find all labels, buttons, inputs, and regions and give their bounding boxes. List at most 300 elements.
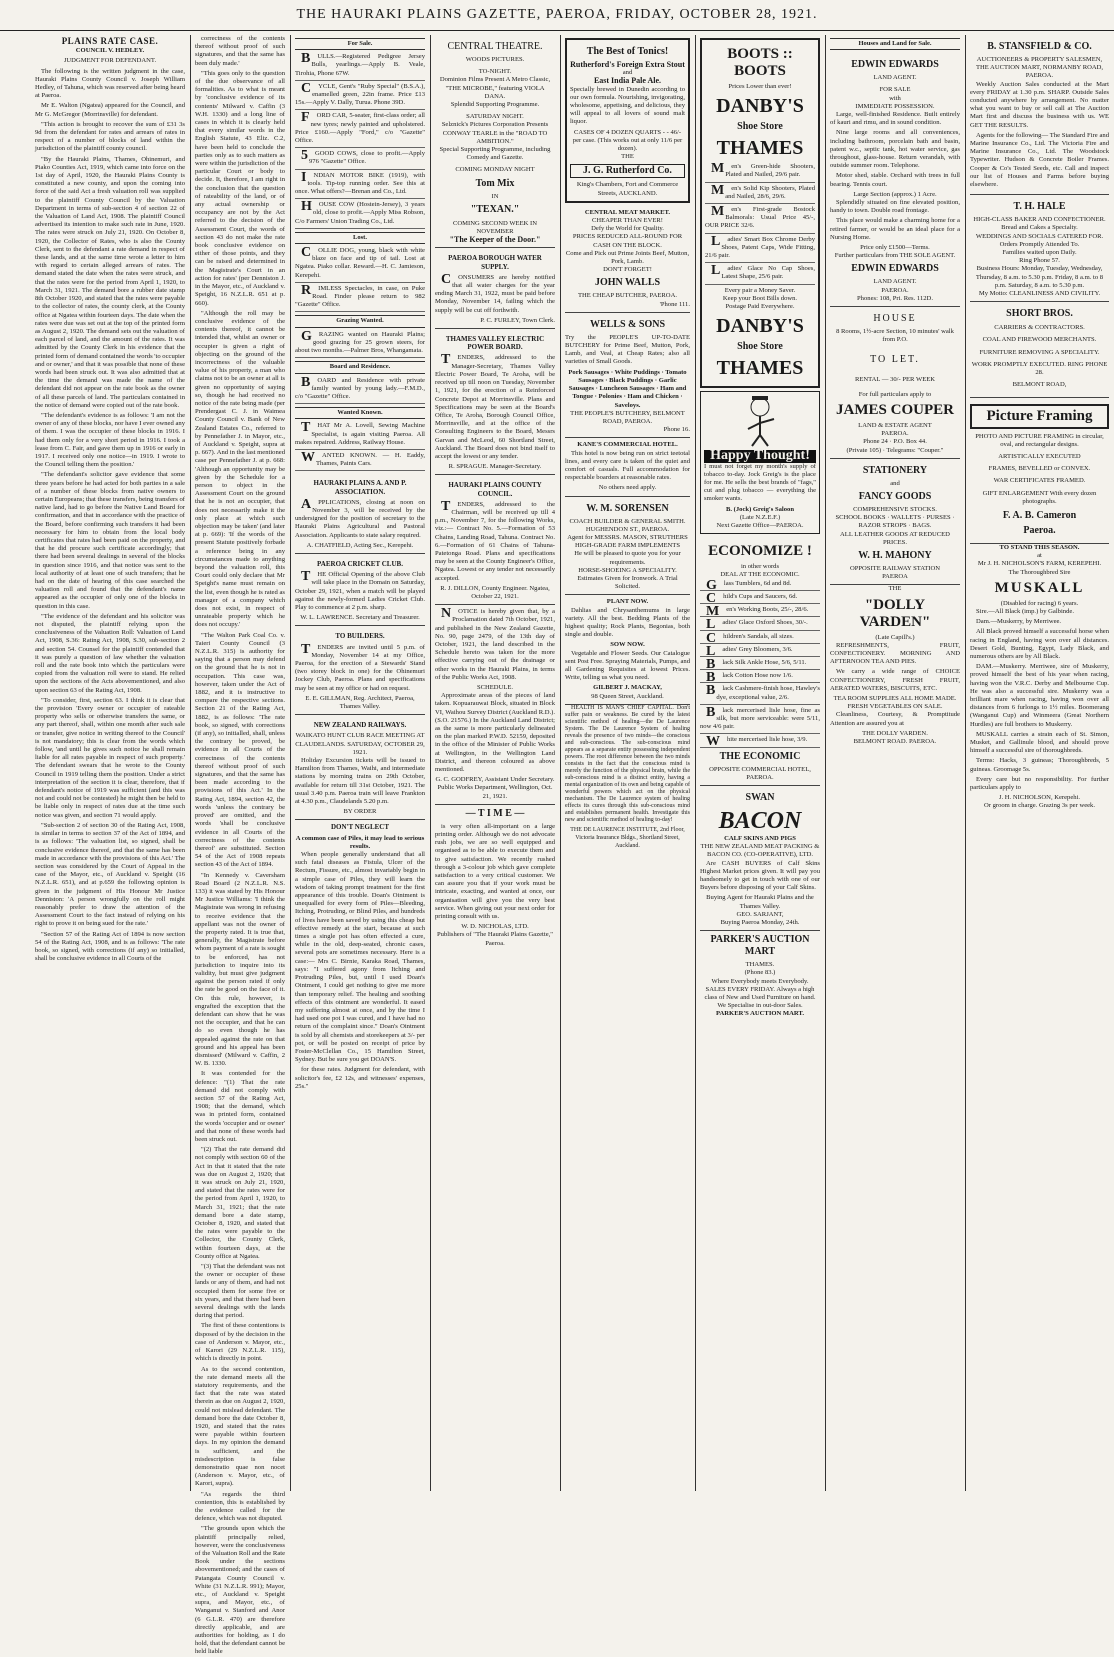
classified-item: BOARD and Residence with private family wanted by young lady.—F.M.D., c/o "Gazette" Office. (295, 377, 425, 405)
classified-item: Ladies' Smart Box Chrome Derby Shoes, Patent Caps, Wide Fitting, 21/6 pair. (705, 236, 815, 264)
classified-item: Ladies' Grey Bloomers, 3/6. (700, 646, 820, 657)
ad-phone: Phone 16. (663, 426, 690, 434)
notice-text: Holiday Excursion tickets will be issued to Hamilton from Thames, Waihi, and intermediate stations by morning trains on 29th October, available for return till 31st October, 1921. The usual 3.40 p.m. Paeroa train will leave Frankton at 4.30 p.m., Claudelands 5.20 p.m. (295, 757, 425, 806)
swan-bacon-ad (700, 786, 820, 931)
ad-price: RENTAL — 30/- PER WEEK (854, 376, 936, 384)
ad-text: My Motto: CLEANLINESS AND CIVILITY. (978, 290, 1101, 298)
ad-company: Shoe Store (737, 341, 783, 353)
section-header: Lost. (295, 232, 425, 244)
ad-agent: GEO. SARJANT, (736, 910, 784, 918)
section-header: Board and Residence. (295, 361, 425, 373)
ad-address: PAEROA. (881, 430, 909, 438)
section-header: Wanted Known. (295, 407, 425, 419)
notice-heading: SCHEDULE. (476, 684, 514, 691)
ad-line: FRAMES, BEVELLED or CONVEX. (988, 465, 1091, 473)
ad-company: GILBERT J. MACKAY, (593, 684, 662, 692)
classified-item: BULLS.—Registered Pedigree Jersey Bulls, yearlings.—Apply B. Veale, Tirohia, Phone 67W. (295, 53, 425, 81)
notice-title: PAEROA BOROUGH WATER SUPPLY. (448, 254, 542, 271)
ad-text: FOR SALE (879, 86, 911, 94)
ad-address: PAEROA. (881, 286, 909, 294)
article-title: PLAINS RATE CASE. (61, 36, 159, 46)
mahony-stationery-ad (830, 459, 960, 586)
ad-subtitle: WOODS PICTURES. (465, 56, 525, 63)
ad-company: THAMES (716, 137, 804, 160)
ad-line: BELMONT ROAD, (1012, 381, 1067, 389)
article-subtitle: COUNCIL V. HEDLEY. (75, 47, 145, 55)
classified-list (295, 247, 425, 312)
ad-product: East India Pale Ale. (593, 76, 662, 86)
ad-text: (Late Capill's.) (875, 633, 915, 641)
ad-address: King's Chambers, Fort and Commerce Streets, AUCKLAND. (576, 181, 679, 197)
ad-text: Motor shed, stable. Orchard with trees in full bearing. Tennis court. (830, 172, 960, 188)
ad-text: Try the PEOPLE'S UP-TO-DATE BUTCHERY for Prime Beef, Mutton, Pork, Lamb, and Veal, at Cheap Rates; also all varieties of Small Goods. (565, 333, 690, 366)
classified-item: Black Cotton Hose now 1/6. (700, 672, 820, 683)
ad-items (970, 433, 1109, 506)
article-paragraph: The first of these contentions is disposed of by the decision in the case of Anderson v. Mayor, etc., of Karori (29 N.Z.L.R. 115), which is directly in point. (195, 1322, 285, 1363)
mackay-seeds-ad (565, 595, 690, 704)
proclamation-notice (435, 605, 555, 805)
edwin-edwards-ad (830, 53, 960, 307)
county-council-notice (435, 475, 555, 605)
ad-phone: Ring Phone 57. (1019, 257, 1060, 265)
ad-signature: W. D. NICHOLAS, LTD. (461, 923, 529, 931)
classified-item: Black mercerised lisle hose, fine as silk, but more serviceable: were 5/11, now 4/6 pair. (700, 707, 820, 735)
ad-title: HOUSE (873, 313, 917, 325)
notice-text: THE Official Opening of the above Club will take place in the Domain on Saturday, October 29, 1921, when a match will be played against the newly-formed Ladies Cricket Club. Play to commence at 2 p.m. sharp. (295, 569, 425, 611)
ad-subtitle: AUCTIONEERS & PROPERTY SALESMEN, THE AUCTION MART, NORMANBY ROAD, PAEROA. (975, 56, 1104, 80)
ad-text: with (889, 94, 901, 102)
notice-signature: A. CHATFIELD, Acting Sec., Kerepehi. (306, 541, 414, 549)
ad-text: Buying Paeroa Monday, 24th. (720, 918, 800, 926)
column-property-ads (825, 35, 965, 1491)
section-header: For Sale. (295, 38, 425, 50)
classified-item: Men's Working Boots, 25/-, 28/6. (700, 606, 820, 617)
article-paragraph: correctness of the contents thereof without proof of such signatures, and that the same has been duly made.' (195, 35, 285, 67)
ad-title: CENTRAL MEAT MARKET. (584, 208, 671, 216)
ad-text: No others need apply. (598, 484, 657, 492)
ad-text: Splendidly situated on fine elevated position, handy to town. Double road frontage. (830, 199, 960, 215)
ad-title: — T I M E — (465, 807, 525, 819)
ad-text: PRICES REDUCED ALL-ROUND FOR CASH ON THE BLOCK. (572, 233, 683, 249)
ad-text: DON'T FORGET! (603, 266, 652, 274)
notice-text: TENDERS, addressed to the Manager-Secretary, Thames Valley Electric Power Board, Te Aroha, will be received up till noon on Tuesday, November 1, 1921, for the erection of a Reinforced Concrete Depot at Morrinsville. Plans and Specifications may be seen at the Board's Office, Te Aroha, Borough Council Office, Morrinsville, and at the office of the Consulting Engineers to the Board, Messrs Garvan and McLeod, 60 Shortland Street, Auckland. The Board does not bind itself to accept the lowest or any tender. (435, 352, 555, 460)
ad-text: Every care but no responsibility. For further particulars apply to (970, 775, 1109, 791)
ad-text: SALES EVERY FRIDAY. Always a high class of New and Used Furniture on hand. (704, 985, 816, 1001)
ad-text: Agents for the following— The Standard Fire and Marine Insurance Co., Ltd. The Victoria Fire and Marine Insurance Co., Ltd. The Woodstock Typewriter. Hudson & Concrete Boiler Frames. Cooper & Co's Tested Seeds, etc. Call and inspect our list of Houses and Farms before buying elsewhere. (970, 131, 1109, 189)
ad-line: WAR CERTIFICATES FRAMED. (993, 477, 1086, 485)
article-body (195, 35, 285, 1657)
classified-item: Ladies' Glace No Cap Shoes, Latest Shape, 25/6 pair. (705, 265, 815, 284)
ad-text: HEALTH IS MAN'S CHIEF CAPITAL. Don't suffer pain or weakness. Be cured by the latest scientific method of healing—the De Laurence System. The De Laurence System of healing reveals the presence of two minds—the conscious and sub-conscious. The sub-conscious mind appears as a separate entity possessing independent powers. The root difference between the two minds consists in the fact that the conscious mind is merely the function of the physical brain, while the sub-conscious mind is a distinct entity, having a mental organization of its own and being capable of wonderful powers which act on the physical mechanism. The De Laurence system of healing effects its cures through this sub-conscious mind and establishes permanent health. Investigate this new and scientific method of healing to-day! (565, 704, 690, 823)
ad-company: EDWIN EDWARDS (851, 263, 939, 275)
notice-signature: P. C. FURLEY, Town Clerk. (480, 316, 555, 324)
economic-ad (700, 537, 820, 786)
ad-address: Paeroa. (1023, 524, 1056, 536)
masthead: THE HAURAKI PLAINS GAZETTE, PAEROA, FRIDAY, OCTOBER 28, 1921. (0, 0, 1114, 31)
stansfield-ad (970, 35, 1109, 195)
builders-notice (295, 626, 425, 715)
ad-text: Dahlias and Chrysanthemums in large variety. All the best. Bedding Plants of the highest quality; Rock Plants, Begonias, both single and double. (565, 606, 690, 639)
ad-company: JOHN WALLS (594, 277, 661, 289)
notice-title: PAEROA CRICKET CLUB. (317, 559, 403, 568)
ad-address: Mr J. H. NICHOLSON'S FARM, KEREPEHI. (977, 560, 1102, 568)
ad-hours: Business Hours: Monday, Tuesday, Wednesday, Thursday, 8 a.m. to 5.30 p.m. Friday, 8 a.m. to 8 p.m. Saturday, 8 a.m. to 5.30 p.m. (975, 265, 1104, 289)
sorensen-ad (565, 497, 690, 596)
ad-items (970, 324, 1109, 389)
de-laurence-ad (565, 705, 690, 851)
ad-subtitle: A common case of Piles, it may lead to serious results. (295, 834, 425, 850)
ad-text: MUSKALL carries a strain each of St. Simon, Musket, and Gallinule blood, and should prove himself a successful sire of thoroughbreds. (970, 730, 1109, 755)
ad-title: WELLS & SONS (589, 318, 666, 330)
ad-text: Dam.—Muskerry, by Merriwee. (976, 618, 1062, 626)
ad-text: Selznick's Pictures Corporation Presents CONWAY TEARLE in the "ROAD TO AMBITION." (441, 121, 549, 145)
ad-phone: (Phone 83.) (744, 969, 776, 977)
classified-item: INDIAN MOTOR BIKE (1919), with tools. Tip-top running order. See this at once. What offers?—Brenan and Co., Ltd. (295, 172, 425, 200)
ad-heading: TO-NIGHT. (478, 68, 512, 76)
ad-title: Happy Thought! (704, 450, 816, 462)
ad-phone: Phones: 108, Pri. Res. 112D. (857, 294, 933, 302)
ad-product: Rutherford's Foreign Extra Stout (570, 60, 685, 69)
ad-text: IMMEDIATE POSSESSION. (855, 102, 935, 110)
ad-address: PAEROA (882, 573, 908, 581)
ad-text: Bread and Cakes a Specialty. (1001, 224, 1078, 232)
ad-title: TO STAND THIS SEASON. (999, 543, 1080, 551)
column-merchant-ads (560, 35, 695, 1491)
printing-ad (435, 808, 555, 948)
classified-item: 5GOOD COWS, close to profit.—Apply 976 "Gazette" Office. (295, 150, 425, 169)
ad-text: Estimates Given for Ironwork. A Trial Solicited. (577, 574, 678, 591)
ad-text: All Black proved himself a successful horse when racing in England, having won over all distances. Desert Gold, Bunting, Egypt, Lady Black, and numerous others are by All Black. (970, 628, 1109, 660)
ad-text: Come and Pick out Prime Joints Beef, Mutton, Pork, Lamb. (565, 249, 690, 266)
article-paragraph: The following is the written judgment in the case, Hauraki Plains County Council v. Joseph William Hedley, of Tahuna, which was reserved after being heard at Paeroa. (35, 67, 185, 100)
ad-company: W. H. MAHONY (858, 549, 932, 561)
ad-text: Every pair a Money Saver. (724, 286, 796, 294)
ad-text: The Thoroughbred Sire (1008, 568, 1071, 576)
article-paragraph: "The evidence of the defendant and his solicitor was not disputed, the plaintiff relying upon the conclusiveness of the Valuation Roll: Valuation of Land Act, 1908, S.36: Rating Act, 1908, S.30, sub-section 2 and section 54. Counsel for the plaintiff contended that it was purely a question of law whether the valuation roll and the rate book into which the particulars were copied from the valuation roll were to stand. He relied upon the sections of the Acts abovementioned, and also upon section 63 of the Rating Act, 1908. (35, 612, 185, 694)
ad-text: Dominion Films Present A Metro Classic, "THE MICROBE," featuring VIOLA DANA. (439, 76, 551, 100)
ad-subtitle: LAND AGENT. (873, 74, 917, 82)
ad-company: THE DOLLY VARDEN. (862, 729, 928, 737)
ad-title: FANCY GOODS (858, 490, 932, 502)
classified-list (295, 328, 425, 359)
notice-signature: BY ORDER (343, 808, 377, 816)
article-paragraph: "Section 57 of the Rating Act of 1894 is now section 54 of the Rating Act, 1908, and is as follows: 'The rate book, so signed, with corrections (if any) so initialled, shall be conclusive evidence in all Courts of the (35, 930, 185, 963)
ad-feature: "TEXAN." (470, 203, 520, 215)
classified-item: COLLIE DOG, young, black with white blaze on face and tip of tail. Lost at Ngatea. Piako collar. Reward.—H. C. Jamieson, Kerepehi. (295, 247, 425, 283)
ad-subtitle: in other words (740, 563, 780, 571)
ad-text: Are CASH BUYERS of Calf Skins Highest Market prices given. It will pay you handsomely to get in touch with one of our Buyers before disposing of your Calf Skins. (700, 859, 820, 892)
parker-auction-ad (700, 934, 820, 1018)
ad-address: THE DE LAURENCE INSTITUTE, 2nd Floor, Victoria Insurance Bldgs., Shortland Street, Auckland. (570, 826, 685, 850)
ad-brand-logo: BACON (718, 807, 802, 834)
ad-text: (Late N.Z.E.F.) (739, 513, 781, 521)
ad-items (700, 577, 820, 750)
article-paragraph: "This goes only to the question of the due observance of all formalities. As to what is meant by 'conclusive evidence of its contents' Milward v. Caffin (3 W.H. 1330) and a long line of cases in which it is clearly held that every similar words in the English Statute, 43 Eliz. C.2, have been held to conclude the parties only as to such matters as were within the jurisdiction of the particular Court or body to decide. It, therefore, I am right in the conclusion that the question of rateability of the land, or of any actual ownership or occupancy are not by the Act referred to the decision of the Assessment Court, the words of section 43 do not make the rate book conclusive evidence on either of those points, and they can be raised and determined in the Magistrate's Court in an action for rates' (per Denniston J. in the Mayor, etc., of Auckland v. Speight, 16 N.Z.L.R. 651 at p. 660). (195, 69, 285, 307)
column-shop-ads (695, 35, 825, 1491)
classified-item: HOUSE COW (Hostein-Jersey), 3 years old, close to profit.—Apply Miss Robson, C/o Farmers' Union Trading Co., Ltd. (295, 201, 425, 229)
ad-star: Tom Mix (475, 177, 515, 189)
ad-items (705, 163, 815, 284)
ad-phone: 'Phone 111. (659, 300, 690, 308)
ad-company: DANBY'S (716, 95, 804, 118)
ad-text: Nine large rooms and all conveniences, including bathroom, porcelain bath and basin, patent w.c., septic tank, hot water service, gas throughout, glass-house. Return verandah, with outside summer room. Telephone. (830, 129, 960, 170)
ad-text: TEA ROOM SUPPLIES ALL HOME MADE. (833, 694, 957, 702)
ad-footer: Publishers of "The Hauraki Plains Gazette," Paeroa. (437, 931, 553, 947)
ad-address: OPPOSITE RAILWAY STATION (849, 564, 941, 572)
article-paragraph: "By the Hauraki Plains, Thames, Ohinemuri, and Piako Counties Act, 1919, which came into force on the 1st day of April, 1920, the Hauraki Plains County is constituted a new county, and upon the coming into force of the said Act a fresh valuation roll was supplied to the plaintiff County Council by the Valuation Department in terms of sub-section 4 of section 22 of the Valuation of Land Act, 1908. The plaintiff Council advertised its intention to make such rate in June, 1920. The rates were struck on July 21, 1920. On October 8, 1920, the Collector of Rates, who is also the County Clerk, sent to the defendant a rate demand in respect of these lands, and at the same time wrote a letter to him with regard to certain alleged arrears of rates. The demand stated the date when the rates were struck, and that the rates were for the period from April 1, 1920, to March 31, 1921. The demand bore a rubber date stamp 8th October 1920, and stated that the rates were payable to the collector of rates, the county clerk, at the County office at Ngatea within fourteen days. The date when the rates were due was set out at the top of the printed form as August 2, 1920. The demand sets out the valuation of each parcel of land, and the amount of the rates. It was admitted by the County Clerk in his evidence that the printed form of demand contained the words 'to occupier and or owner,' and that it was possible that none of these words had been struck out. It was also admitted that at the time the demand was made the name of the defendant did not appear on the rate book as the owner of all these parcels of land. The particulars contained in the notice of demand were copied out of the rate book. (35, 155, 185, 409)
ad-address: THAMES. (745, 961, 775, 969)
notice-title: TO BUILDERS. (335, 632, 385, 641)
ad-text: We carry a wide range of CHOICE CONFECTIONERY, FRESH FRUIT, AERATED WATERS, BISCUITS, ETC. (830, 668, 960, 692)
classified-item: CYCLE, Gent's "Ruby Special" (B.S.A.), enamelled green, 22in frame. Price £13 15s.—Apply V. Dally, Turua. Phone 39D. (295, 83, 425, 111)
ad-text: I must not forget my month's supply of tobacco to-day. Jock Greig's is the place for me. He sells the best brands of "fags," cut and plug tobacco — everything the smoker wants. (704, 462, 816, 503)
ad-title: CENTRAL THEATRE. (447, 41, 543, 52)
ad-title: CALF SKINS AND PIGS (724, 834, 796, 842)
ad-subtitle: DEAL AT THE ECONOMIC. (720, 571, 800, 579)
ad-text: FRESH VEGETABLES ON SALE. (847, 703, 943, 711)
ad-line: CARRIERS & CONTRACTORS. (994, 324, 1085, 332)
ad-title: SHORT BROS. (1006, 308, 1073, 320)
article-paragraph: "Sub-section 2 of section 30 of the Rating Act, 1908, is similar in terms to section 37 of the Act of 1894, and is as follows: 'The valuation list, so signed, shall be conclusive evidence thereof, and that the same has been made in accordance with the provisions of this Act.' The section was considered by the Court of Appeal in the case of the Mayor, etc., of Auckland v. Speight (16 N.Z.L.R. 651), and at p.659 the following opinion is given in the judgment of His Honour Mr Justice Denniston: 'A person wrongfully on the roll might reasonably prefer to draw the attention of the Assessment Court to the fact instead of relying on his right to prove it on being sued for the rate.' (35, 821, 185, 928)
ad-text: THE (888, 585, 902, 593)
ad-line: WORK PROMPTLY EXECUTED. RING PHONE 28. (971, 360, 1108, 377)
ad-text: Keep your Boot Bills down. (722, 294, 798, 302)
ad-heading: COMING SECOND WEEK IN NOVEMBER (453, 219, 537, 236)
article-paragraph: "In Kennedy v. Caversham Road Board (2 N.Z.L.R. N.S. 133) it was stated by His Honour Mr Justice Williams: 'I think the Magistrate was wrong in refusing to receive evidence that the appellant was not the owner of the property rated. It is true that, generally, the Magistrate before whom payment of a rate is sought to be enforced, has not jurisdiction to inquire into its validity, but must give judgment against the person rated if only the rate be good on the face of it. On this rule, however, is engrafted the exception that the defendant can show that he was not the occupier, and that he can do so even though he has appealed against the rate on that ground and his appeal has been dismissed' (Milward v. Caffin, 2 W. B. 1330. (195, 871, 285, 1068)
ad-text: WEDDINGS AND SOCIALS CATERED FOR. (975, 232, 1104, 240)
ad-text: Orders Promptly Attended To. (999, 240, 1080, 248)
ad-company: F. A. B. Cameron (1002, 509, 1077, 521)
ad-address: Next Gazette Office—PAEROA. (716, 522, 804, 530)
classified-item: Men's First-grade Bostock Balmorals: Usual Price 45/-, OUR PRICE 32/6. (705, 206, 815, 234)
notice-signature: W. L. LAWRENCE. Secretary and Treasurer. (300, 614, 420, 622)
ad-text: LAND AGENT. (873, 278, 917, 286)
article-body (35, 68, 185, 964)
newspaper-columns (0, 31, 1114, 1656)
ad-brand: SWAN (745, 791, 775, 803)
ad-company: JAMES COUPER (836, 401, 954, 418)
ad-subtitle: Prices Lower than ever! (728, 83, 792, 90)
column-notices (430, 35, 560, 1491)
ad-title: DON'T NEGLECT (330, 823, 390, 832)
ad-text: is very often all-important on a large printing order. Although we do not advocate rush jobs, we are so well equipped and organised as to be able to execute them and to give satisfaction. We recently rushed through a 3-colour job which gave complete satisfaction to a very critical customer. We can assure you that if your work must be intricate, exacting, and wanted at once, our organisation will give you the very best service. When giving out your next order for printing consult with us. (435, 822, 555, 921)
ad-contact: J. H. NICHOLSON, Kerepehi. (998, 794, 1081, 802)
article-paragraph: As to the second contention, the rate demand meets all the statutory requirements, and the fact that the rate was stated therein as due on August 2, 1920, could not mislead defendant. The demand bore the date October 8, 1920, and stated that the rates were payable within fourteen days. In my opinion the demand is sufficient, and the misdescription is false demonstratio quae non nocet (Anderson v. Mayor, etc., of Karori, supra). (195, 1365, 285, 1488)
ad-horse-name: MUSKALL (994, 579, 1085, 596)
ad-text: Defy the World for Quality. (591, 225, 664, 233)
ad-title: ECONOMIZE ! (708, 543, 812, 560)
ad-text: Special Supporting Programme, including Comedy and Gazette. (439, 146, 551, 162)
ad-title: T. H. HALE (1013, 201, 1066, 213)
cameron-framing-ad (970, 398, 1109, 544)
ad-address: 98 Queen Street, Auckland. (591, 692, 664, 700)
ad-text: We Specialise in out-door Sales. (717, 1002, 803, 1010)
notice-title: HAURAKI PLAINS COUNTY COUNCIL. (448, 481, 542, 498)
ad-company: B. (Jock) Greig's Saloon (725, 505, 795, 513)
ad-text: Large Section (approx.) 1 Acre. (853, 190, 937, 198)
ad-text: Splendid Supporting Programme. (450, 101, 540, 109)
ad-title: W. M. SORENSEN (586, 502, 669, 514)
article-paragraph: "Although the roll may be conclusive evidence of the contents thereof, it cannot be intended that, whilst an owner or occupier is given a right of objecting on the ground of the incorrectness of the valuable value of his property, a man who claims not to be an owner at all is given no opportunity of saying so, though he had received no notice of the rate being made (per Prendergast C. J. in Waimea County Council v. Bank of New Zealand Estates Co., referred to by Pennefather J. in Mayor, etc., of Auckland v. Speight, supra at p. 667). And in the last mentioned case per Pennefather J. at p. 668: 'Although an opportunity may be given by the Schedule for a person to object in the Assessment Court on the ground that he is not an occupier, that does not necessarily make it the only place at which such objection may be taken' (and later at p. 669): 'If the words of the present Statute positively forbade a reference being in any circumstances made to anything beyond the valuation roll, this Court could only declare that Mr Speight's name must remain on the list, even though he is rated as manager of a company which does not exist, in respect of unrateable property which he does not occupy.' (195, 309, 285, 629)
ad-line: FURNITURE REMOVING A SPECIALITY. (979, 348, 1100, 356)
ad-company: PARKER'S AUCTION MART. (716, 1010, 804, 1018)
ad-text: Further particulars from THE SOLE AGENT. (834, 252, 956, 260)
ad-line: PHOTO AND PICTURE FRAMING in circular, oval, and rectangular designs. (975, 432, 1104, 448)
section-header: Grazing Wanted. (295, 315, 425, 327)
ad-text: ALL LEATHER GOODS AT REDUCED PRICES. (840, 530, 950, 546)
classified-list (295, 53, 425, 229)
greig-saloon-ad (700, 391, 820, 534)
ad-line: COAL AND FIREWOOD MERCHANTS. (982, 336, 1097, 344)
article-paragraph: "(2) That the rate demand did not comply with section 60 of the Act in that it stated that the rate was due on August 2, 1920; that it was struck on July 21, 1920, and stated that the rates were for the period from April 1, 1920, to March 31, 1921; that the rate demand bore a date stamp, October 8, 1920, and stated that the rates were payable to the Collector, the County Clerk, within fourteen days, at the County office at Ngatea. (195, 1146, 285, 1260)
ad-company: DANBY'S (716, 315, 804, 338)
ad-heading: SATURDAY NIGHT. (466, 113, 524, 121)
ad-text: (Disabled for racing) 6 years. (1000, 599, 1079, 607)
article-paragraph: Mr E. Walton (Ngatea) appeared for the Council, and Mr G. McGregor (Morrinsville) for defendant. (35, 102, 185, 118)
ad-title: "DOLLY VARDEN" (859, 596, 931, 630)
ad-title: EDWIN EDWARDS (851, 59, 939, 71)
ad-text: Postage Paid Everywhere. (725, 303, 795, 311)
classified-list (295, 422, 425, 471)
ad-phone: Phone 24 · P.O. Box 44. (863, 438, 927, 446)
ad-title: STATIONERY (862, 464, 928, 476)
article-paragraph: It was contended for the defence: "(1) That the rate demand did not comply with section 57 of the Rating Act, 1908; that the demand, which was in printed form, contained the words 'occupier and or owner' and that none of these words had been struck out. (195, 1070, 285, 1144)
rutherford-ad (565, 38, 690, 203)
ad-text: Families waited upon Daily. (1002, 249, 1077, 257)
notice-title: NEW ZEALAND RAILWAYS. (313, 721, 407, 730)
ad-address: THE CHEAP BUTCHER, PAEROA. (578, 292, 677, 300)
wells-sons-ad (565, 313, 690, 438)
classified-list (295, 374, 425, 405)
notice-title: HAURAKI PLAINS A. AND P. ASSOCIATION. (313, 479, 407, 496)
notice-text: NOTICE is hereby given that, by a Proclamation dated 7th October, 1921, and published in the New Zealand Gazette, No. 90, page 2479, of the 13th day of October, 1921, the land described in the Schedule hereto was taken for the more effective carrying out of the drainage or other works in the Hauraki Plains, in terms of the Public Works Act, 1908. (435, 606, 555, 681)
classified-item: GRAZING wanted on Hauraki Plains; good grazing for 25 grown steers, for about two months.—Palmer Bros, Whangamata. (295, 331, 425, 359)
article-paragraph: "As regards the third contention, this is established by the evidence called for the defence, which was not disputed. (195, 1490, 285, 1523)
ad-text: REFRESHMENTS, FRUIT, CONFECTIONERY. MORNING AND AFTERNOON TEA AND PIES. (830, 641, 960, 666)
classified-item: THAT Mr A. Lovell, Sewing Machine Specialist, is again visiting Paeroa. All makes repaired. Address, Railway House. (295, 422, 425, 450)
article-paragraph: "To consider, first, section 63. I think it is clear that the provision 'Every owner or occupier of rateable property who sells or otherwise transfers the same, or any part thereof, shall, within one month after such sale or transfer, give notice in writing thereof to the Council' is not mandatory; this is clear from the words which follow, 'and until he gives such notice he shall remain liable for all rates payable in respect of such property.' The defendant swears that he wrote to the County Council in 1919 telling them the position. Under a strict interpretation of the section it is clear, therefore, that if defendant's notice of 1919 was sufficient (and this was not and could not be contested) he might then be held to be liable only in respect of rates due at the time such notice was given, and section 71 would apply. (35, 696, 185, 819)
ad-phone: (Private 105) · Telegrams: "Couper." (846, 446, 944, 454)
ad-subtitle: HIGH-CLASS BAKER AND CONFECTIONER. (973, 216, 1106, 224)
power-board-notice (435, 329, 555, 475)
article-paragraph: "The Walton Park Coal Co. v. Taieri County Council (3 N.Z.L.R. 315) is authority for saying that a person may defend on the ground that he is not in occupation. This case was, however, taken under the Act of 1882, and it is instructive to compare the respective sections. Section 21 of the Rating Act, 1882, is as follows: 'The rate book, so signed, with corrections (if any), so initialled, shall, unless the contrary be proved, be evidence in all Courts of the correctness of the contents thereof without proof of such signatures, and that the same has been made according to the provisions of this Act.' In the Rating Act, 1894, section 42, the words 'unless the contrary be proved' are omitted, and the words 'shall be conclusive evidence in all Courts of the correctness of the contents thereof' are substituted. Section 54 of the Act of 1908 repeats section 43 of the Act of 1894. (195, 631, 285, 869)
ad-title: BOOTS :: BOOTS (727, 46, 793, 79)
section-header: Houses and Land for Sale. (830, 38, 960, 50)
ad-text: at (1037, 552, 1042, 560)
ad-text: COMPREHENSIVE STOCKS. (853, 505, 937, 513)
ad-company: THE NEW ZEALAND MEAT PACKING & BACON CO. (CO-OPERATIVE), LTD. (700, 843, 820, 859)
ad-address: THE PEOPLE'S BUTCHERY, BELMONT ROAD, PAEROA. (570, 409, 685, 425)
ad-text: This place would make a charming home for a retired farmer, or would be an ideal place for a Nursing Home. (830, 217, 960, 241)
article-paragraph: "This action is brought to recover the sum of £31 3s 9d from the defendant for rates and arrears of rates in respect of a number of blocks of land within the jurisdiction of the plaintiff county council. (35, 120, 185, 153)
notice-signature: E. E. GILLMAN, Reg. Architect, Paeroa, Thames Valley. (305, 694, 415, 710)
ad-line: GIFT ENLARGEMENT With every dozen photographs. (982, 489, 1097, 505)
ad-title: KANE'S COMMERCIAL HOTEL. (577, 441, 678, 449)
classified-item: Ladies' Glace Oxford Shoes, 30/-. (700, 619, 820, 630)
classified-item: White mercerised lisle hose, 3/9. (700, 736, 820, 747)
ad-title: B. STANSFIELD & CO. (987, 41, 1092, 52)
column-rate-case (30, 35, 190, 1491)
railways-notice (295, 715, 425, 820)
ad-heading: COMING MONDAY NIGHT (455, 166, 535, 174)
ad-title: PLANT NOW. (606, 598, 649, 606)
ad-text: Large, well-finished Residence. Built entirely of kauri and rimu, and in sound condition. (830, 111, 960, 127)
ad-price: Price only £1500—Terms. (860, 244, 930, 252)
ad-company: Shoe Store (737, 121, 783, 133)
ad-title: TO LET. (870, 354, 920, 366)
article-paragraph: "The grounds upon which the plaintiff principally relied, however, were the conclusiveness of the Valuation Roll and the Rate Book under the sections abovementioned; and the cases of Patangata County Council v. White (31 N.Z.L.R. 991); Mayor, etc., of Auckland v. Speight supra, and Mayor, etc., of Wanganui v. Stanford and Anor (6 G.L.R. 470) are therefore directly applicable, and are authorities for holding, as I do hold, that the defendant cannot be held liable (195, 1525, 285, 1656)
classified-item: Children's Sandals, all sizes. (700, 633, 820, 644)
ad-text: This hotel is now being run on strict teetotal lines, and every care is taken of the quiet and comfort of casuals. Full accommodation for respectable boarders at reasonable rates. (565, 449, 690, 482)
classified-item: Black Silk Ankle Hose, 5/6, 5/11. (700, 659, 820, 670)
classified-item: Glass Tumblers, 6d and 8d. (700, 580, 820, 591)
ad-address: BELMONT ROAD. PAEROA. (853, 737, 937, 745)
ad-title: SOW NOW. (610, 641, 645, 649)
classified-item: RIMLESS Spectacles, in case, on Puke Road. Finder please return to 982 "Gazette" Office. (295, 285, 425, 313)
ad-company: THE ECONOMIC (719, 750, 801, 762)
ad-title: The Best of Tonics! (586, 46, 669, 57)
column-trade-ads (965, 35, 1114, 1491)
ad-text: Specially brewed in Dunedin according to our own formula. Nourishing, invigorating, wholesome, appetising, and delicious, they will appeal to all lovers of sound malt liquor. (570, 85, 685, 126)
ap-association-notice (295, 473, 425, 554)
classified-item: FORD CAR, 5-seater, first-class order; all new tyres; newly painted and upholstered. Price £160.—Apply "Ford," c/o "Gazette" Office. (295, 112, 425, 148)
ad-text: He will be pleased to quote you for your requirements. (574, 550, 681, 566)
ad-line: ARTISTICALLY EXECUTED (998, 452, 1081, 460)
kane-hotel-ad (565, 438, 690, 496)
ad-text: Buying Agent for Hauraki Plains and the Thames Valley. (706, 894, 814, 910)
column-classifieds (290, 35, 430, 1491)
notice-text: APPLICATIONS, closing at noon on November 3, will be received by the undersigned for the position of secretary to the Hauraki Plains Agricultural and Pastoral Association. Applicants to state salary required. (295, 496, 425, 539)
article-paragraph: "The defendant's solicitor gave evidence that some three years before he had acted for both parties in a sale of a number of these blocks from native owners to certain Europeans; that these transfers, being transfers of native land, had to go before the Native Land Board for confirmation, and that in accordance with the practice of the Board, before confirming such transfers it had been necessary for him to obtain from the local body certificates that rates had been paid on the property, and that he did procure such certificate accordingly; that there had been several dealings in several of the blocks in question since 1916, and that notice was sent to the local authority of at least one of such transfers; that he had on the date of hearing of this case searched the valuation roll and found that the defendant's name appeared as the occupier of only one of the blocks in question in this case. (35, 471, 185, 610)
notice-title: THAMES VALLEY ELECTRIC POWER BOARD. (445, 335, 545, 352)
ad-text: and (622, 69, 633, 77)
classified-item: Men's Solid Kip Shooters, Plated and Nailed, 28/6, 29/6. (705, 185, 815, 204)
ad-subtitle: CHEAPER THAN EVER! (592, 217, 663, 225)
notice-text: TENDERS, addressed to the Chairman, will be received up till 4 p.m., November 7, for the following Works, viz.:— Contract No. 5.—Formation of 53 Chains, Landing Road, Tahuna. Contract No. 6.—Formation of 61 Chains of Tahuna-Patetonga Road. Plans and specifications may be seen at the County Engineer's Office, Ngatea. Lowest or any tender not necessarily accepted. (435, 498, 555, 582)
classified-item: WANTED KNOWN. — H. Eaddy, Thames, Paints Cars. (295, 452, 425, 471)
dolly-varden-ad (830, 585, 960, 746)
classified-item: Black Cashmere-finish hose, Hawley's dye, exceptional value, 2/6. (700, 685, 820, 704)
ad-text: Vegetable and Flower Seeds. Our Catalogue sent Post Free. Spraying Materials, Pumps, and all Gardening Requisites at lowest Prices. Write, telling us what you need. (565, 649, 690, 682)
ad-text: Cleanliness, Courtesy, & Promptitude Attention are assured you at (830, 711, 960, 727)
ad-text: Weekly Auction Sales conducted at the Mart every FRIDAY at 1.30 p.m. SHARP. Outside Sales conducted anywhere by arrangement. No matter what you want to buy or sell call at The Auction Mart first and discuss the business with us. WE GET THE RESULTS. (970, 80, 1109, 129)
notice-text: Approximate areas of the pieces of land taken. Kopuarauwai Block, situated in Block VI, Waihou Survey District (Auckland R.D.). (S.O. 21576.) In the Auckland Land District; as the same is more particularly delineated on the plan marked P.W.D. 52159, deposited in the office of the Minister of Public Works at Wellington, in the Wellington Land District, and thereon coloured as above mentioned. (435, 692, 555, 774)
ad-subtitle: COACH BUILDER & GENERAL SMITH. (569, 517, 686, 525)
doans-ointment-ad (295, 823, 425, 1064)
danby-boots-ad (700, 38, 820, 388)
ad-title: PARKER'S AUCTION MART (710, 934, 810, 958)
hale-bakery-ad (970, 195, 1109, 302)
ad-text: When people generally understand that all such fatal diseases as Fistula, Ulcer of the Rectum, Fissure, etc., almost invariably begin in a simple case of Piles, they will learn the wisdom of taking prompt treatment for the first appearance of this trouble. Doan's Ointment is unequalled for every form of Piles—Bleeding, Itching, Protruding, or Blind Piles, and hundreds of lives have been saved by using this cheap but effective remedy at the start, because at such times a single pot has often effected a cure, while in the old, deep-seated, chronic cases, several pots are sometimes necessary. Here is a case:— Mrs C. Birnie, Karaka Road, Thames, says: "I suffered agony from Itching and Protruding Piles, but, until I used Doan's Ointment, I could get nothing to give me more than temporary relief. The healing and soothing effects of this ointment are wonderful. It eased my suffering almost at once, and by the time I had used one pot I was cured, and I have had no return of the complaint since." Doan's Ointment is sold by all chemists and storekeepers at 3/- per pot, or will be posted on receipt of price by Foster-McClellan Co., 15 Hamilton Street, Sydney. But be sure you get DOAN'S. (295, 851, 425, 1064)
notice-signature: R. J. DILLON, County Engineer. Ngatea, October 22, 1921. (440, 584, 550, 600)
article-subtitle: JUDGMENT FOR DEFENDANT. (63, 57, 157, 65)
notice-signature: R. SPRAGUE. Manager-Secretary. (448, 463, 542, 471)
ad-items: SCHOOL BOOKS · WALLETS · PURSES · RAZOR STROPS · BAGS. (835, 514, 955, 530)
cricket-club-notice (295, 554, 425, 626)
short-bros-ad (970, 302, 1109, 397)
ad-price: CASES OF 4 DOZEN QUARTS - - 46/- per case. (This works out at only 11/6 per dozen). (572, 128, 683, 153)
classified-item: Child's Cups and Saucers, 6d. (700, 593, 820, 604)
notice-subtitle: WAIKATO HUNT CLUB RACE MEETING AT CLAUDELANDS. SATURDAY, OCTOBER 29, 1921. (295, 732, 425, 756)
meat-market-ad (565, 206, 690, 313)
ad-text: DAM.—Muskerry. Merriwee, sire of Muskerry, proved himself the best of his year when racing, having won the V.R.C. Derby and Melbourne Cup. He was also a successful sire. Muskerry was a brilliant mare when racing, having won over all distances from 6 furlongs to 1½ miles. Boomerang (Wanganui Cup) and Winmeera (Great Northern Hurdles) are full brothers to Muskerry. (970, 663, 1109, 728)
article-paragraph: "The defendant's evidence is as follows: 'I am not the owner of any of these blocks, nor have I ever owned any of them. I was the occupier of these blocks in 1916. I had them only for a very short period in 1916. I took a lease from C. Fair, and gave them up in 1916 or early in 1917. I received only one notice—in 1919. I wrote to the Council telling them the position.' (35, 411, 185, 469)
ad-text: Terms: Hacks, 3 guineas; Thoroughbreds, 5 guineas. Groomage 5s. (970, 757, 1109, 773)
classified-item: Men's Green-hide Shooters, Plated and Nailed, 29/6 pair. (705, 163, 815, 182)
ad-text: IN (491, 192, 499, 200)
ad-text: Or groom in charge. Grazing 3s per week. (983, 802, 1096, 810)
notice-text: TENDERS are invited until 5 p.m. of Monday, November 14 at my Office, Paeroa, for the erection of a Stewards' Stand (two storey block in one) for the Ohinemuri Jockey Club, Paeroa. Plans and specifications may be seen at my office or had on request. (295, 641, 425, 692)
